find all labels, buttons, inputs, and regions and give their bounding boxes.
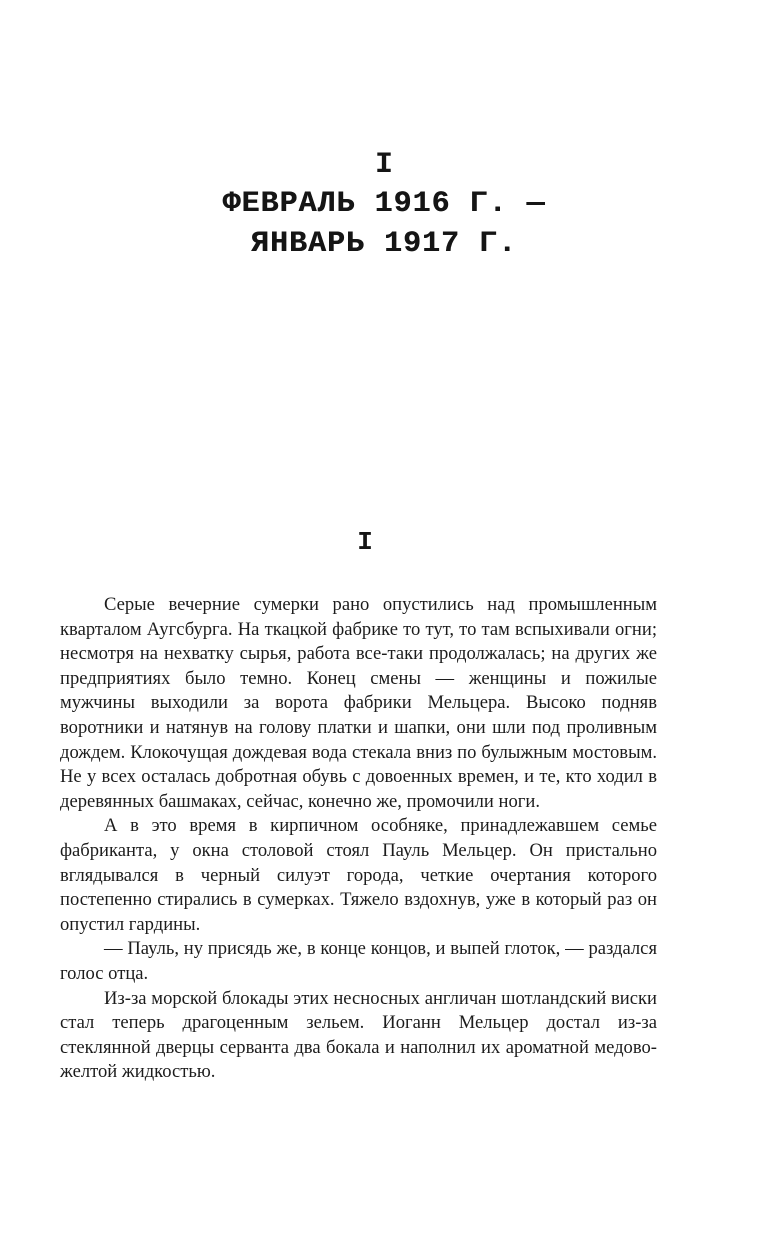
part-title-line-1: ФЕВРАЛЬ 1916 Г. — (222, 187, 546, 221)
paragraph: А в это время в кирпичном особняке, принадлежавшем семье фабриканта, у окна столовой стоял Пауль Мельцер. Он пристально вглядывался в черный силуэт города, четкие очертания которого постепенно стирались в сумерках. Тяжело вздохнув, уже в который раз он опустил гардины. (60, 815, 657, 935)
part-number: I (374, 148, 393, 182)
chapter-body-text (60, 593, 657, 1085)
paragraph: Серые вечерние сумерки рано опустились над промышленным кварталом Аугсбурга. На ткацкой фабрике то тут, то там вспыхивали огни; несмотря на нехватку сырья, работа все-таки продолжалась; на других же предприятиях было темно. Конец смены — женщины и пожилые мужчины выходили за ворота фабрики Мельцера. Высоко подняв воротники и натянув на голову платки и шапки, они шли под проливным дождем. Клокочущая дождевая вода стекала вниз по булыжным мостовым. Не у всех осталась добротная обувь с довоенных времен, и те, кто ходил в деревянных башмаках, сейчас, конечно же, промочили ноги. (60, 594, 657, 812)
part-title-line-2: ЯНВАРЬ 1917 Г. (250, 227, 518, 261)
chapter-number: I (357, 527, 373, 557)
paragraph: Из-за морской блокады этих несносных англичан шотландский виски стал теперь драгоценным зельем. Иоганн Мельцер достал из-за стеклянной дверцы серванта два бокала и наполнил их ароматной медово-желтой жидкостью. (60, 987, 657, 1083)
part-heading (0, 146, 768, 264)
paragraph: — Пауль, ну присядь же, в конце концов, и выпей глоток, — раздался голос отца. (60, 938, 657, 984)
